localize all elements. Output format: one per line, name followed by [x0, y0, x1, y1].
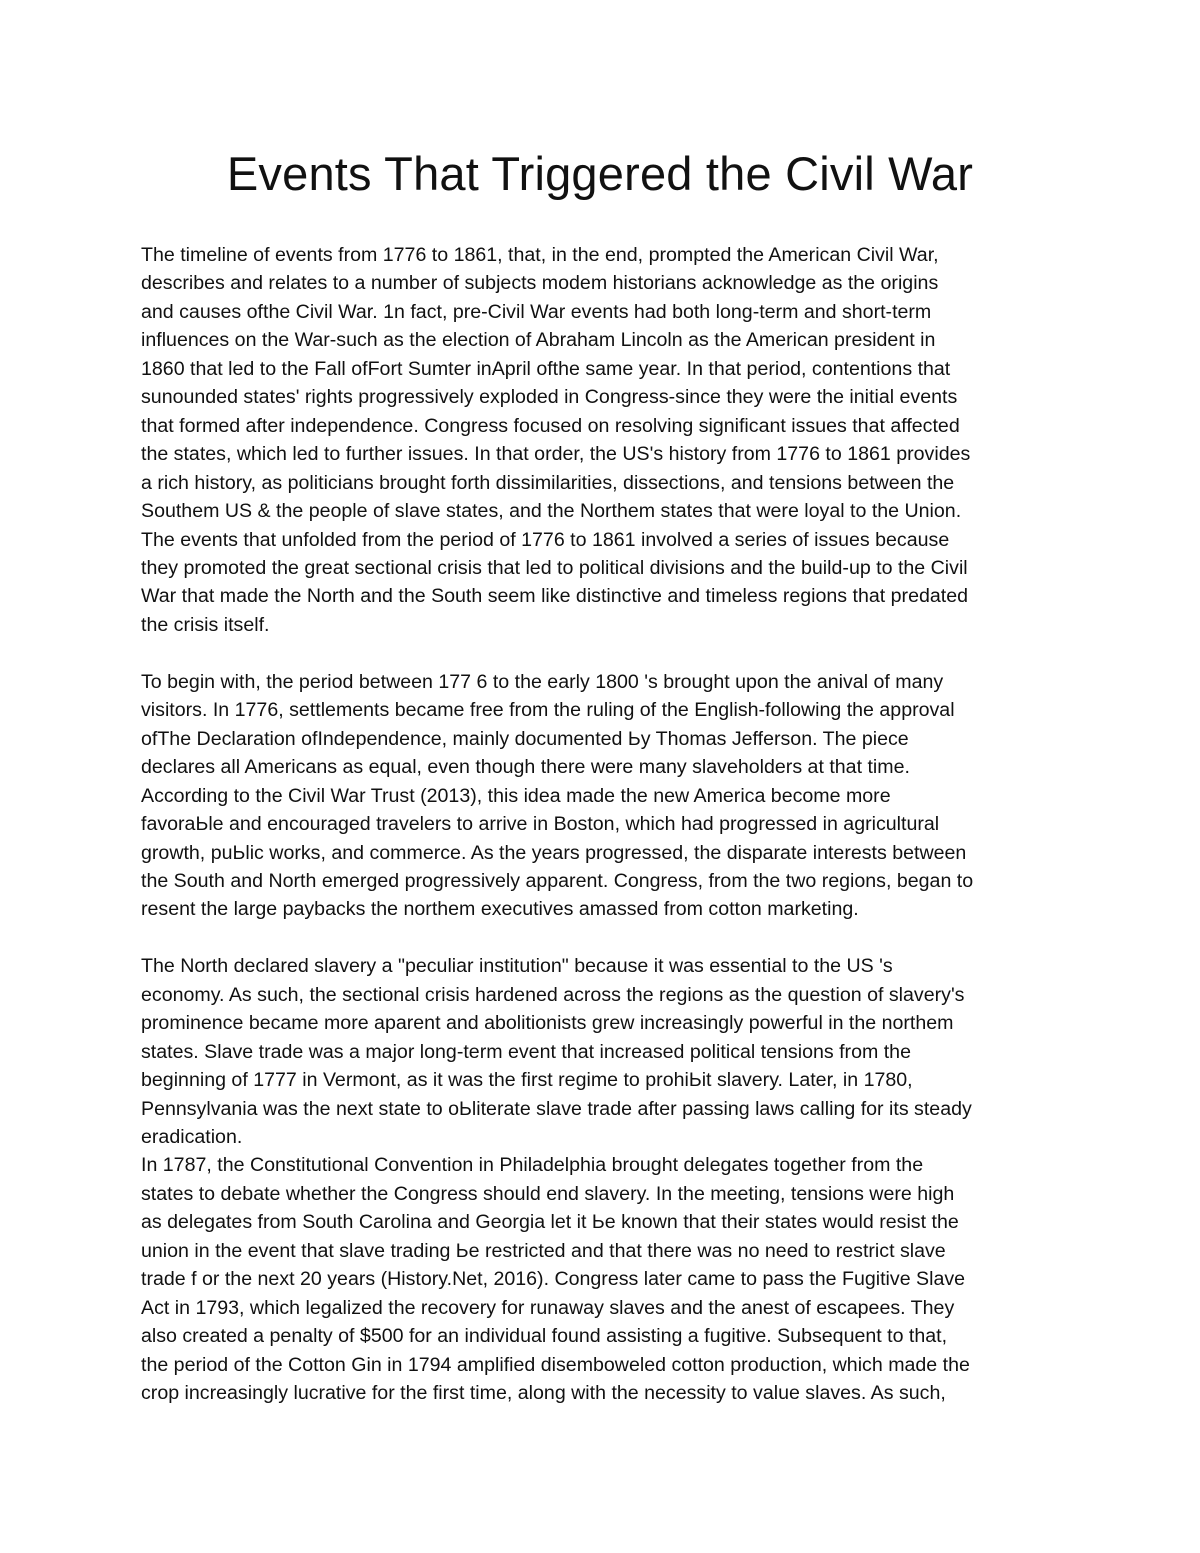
document-body [141, 241, 1091, 1408]
paragraph-intro: The timeline of events from 1776 to 1861, that, in the end, prompted the American Civil War, describes and relates to a number of subjects modem historians acknowledge as the origins and causes ofthe Civil War. 1n fact, pre-Civil War events had both long-term and short-term influences on the War-such as the election of Abraham Lincoln as the American president in 1860 that led to the Fall ofFort Sumter inApril ofthe same year. In that period, contentions that sunounded states' rights progressively exploded in Congress-since they were the initial events that formed after independence. Congress focused on resolving significant issues that affected the states, which led to further issues. In that order, the US's history from 1776 to 1861 provides a rich history, as politicians brought forth dissimilarities, dissections, and tensions between the Southem US & the people of slave states, and the Northem states that were loyal to the Union. The events that unfolded from the period of 1776 to 1861 involved a series of issues because they promoted the great sectional crisis that led to political divisions and the build-up to the Civil War that made the North and the South seem like distinctive and timeless regions that predated the crisis itself. [141, 244, 971, 636]
paragraph-slavery-north: The North declared slavery a "peculiar institution" because it was essential to the US 's economy. As such, the sectional crisis hardened across the regions as the question of slavery's prominence became more aparent and abolitionists grew increasingly powerful in the northem states. Slave trade was a major long-term event that increased political tensions from the beginning of 1777 in Vermont, as it was the first regime to prohiЬit slavery. Later, in 1780, Pennsylvania was the next state to oЬliterate slave trade after passing laws calling for its steady eradication. [141, 955, 972, 1149]
paragraph-constitutional-convention: In 1787, the Constitutional Convention in Philadelphia brought delegates together from the states to debate whether the Congress should end slavery. In the meeting, tensions were high as delegates from South Carolina and Georgia let it Ьe known that their states would resist the union in the event that slave trading Ьe restricted and that there was no need to restrict slave trade f or the next 20 years (History.Net, 2016). Congress later came to pass the Fugitive Slave Act in 1793, which legalized the recovery for runaway slaves and the anest of escapees. They also created a penalty of $500 for an individual found assisting a fugitive. Subsequent to that, the period of the Cotton Gin in 1794 amplified disemboweled cotton production, which made the crop increasingly lucrative for the first time, along with the necessity to value slaves. As such, [141, 1154, 970, 1405]
paragraph-early-period: To begin with, the period between 177 6 to the early 1800 's brought upon the anival of many visitors. In 1776, settlements became free from the ruling of the English-following the approval ofThe Declaration ofIndependence, mainly documented Ьy Thomas Jefferson. The piece declares all Americans as equal, even though there were many slaveholders at that time. According to the Civil War Trust (2013), this idea made the new America become more favoraЬle and encouraged travelers to arrive in Boston, which had progressed in agricultural growth, puЬlic works, and commerce. As the years progressed, the disparate interests between the South and North emerged progressively apparent. Congress, from the two regions, began to resent the large paybacks the northem executives amassed from cotton marketing. [141, 670, 974, 921]
page-title: Events That Triggered the Civil War [226, 147, 974, 200]
